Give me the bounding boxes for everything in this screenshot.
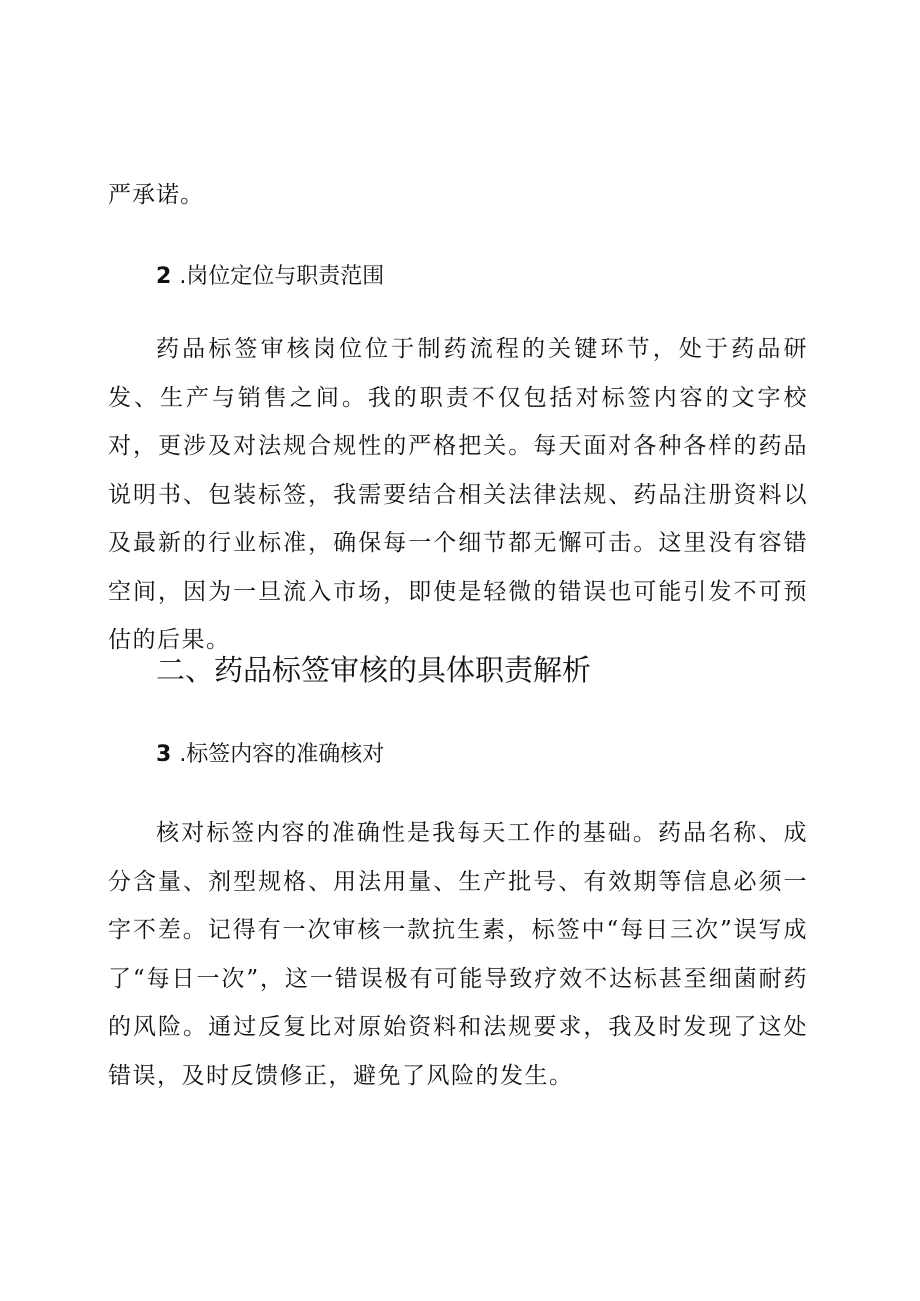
- section-2-number: 2: [156, 264, 172, 289]
- chapter-2-title: 二、药品标签审核的具体职责解析: [156, 653, 592, 687]
- section-3-heading: [156, 740, 384, 770]
- section-3-number: 3: [156, 742, 172, 767]
- section-2-heading: [156, 262, 384, 292]
- section-2-title: .岗位定位与职责范围: [179, 264, 385, 289]
- continuation-text: 严承诺。: [108, 182, 204, 208]
- section-3-paragraph: 核对标签内容的准确性是我每天工作的基础。药品名称、成分含量、剂型规格、用法用量、生产批号、有效期等信息必须一字不差。记得有一次审核一款抗生素，标签中“每日三次”误写成了“每日一次”，这一错误极有可能导致疗效不达标甚至细菌耐药的风险。通过反复比对原始资料和法规要求，我及时发现了这处错误，及时反馈修正，避免了风险的发生。: [108, 820, 808, 1089]
- section-2-paragraph: 药品标签审核岗位位于制药流程的关键环节，处于药品研发、生产与销售之间。我的职责不仅包括对标签内容的文字校对，更涉及对法规合规性的严格把关。每天面对各种各样的药品说明书、包装标签，我需要结合相关法律法规、药品注册资料以及最新的行业标准，确保每一个细节都无懈可击。这里没有容错空间，因为一旦流入市场，即使是轻微的错误也可能引发不可预估的后果。: [108, 336, 808, 653]
- section-3-title: .标签内容的准确核对: [179, 742, 385, 767]
